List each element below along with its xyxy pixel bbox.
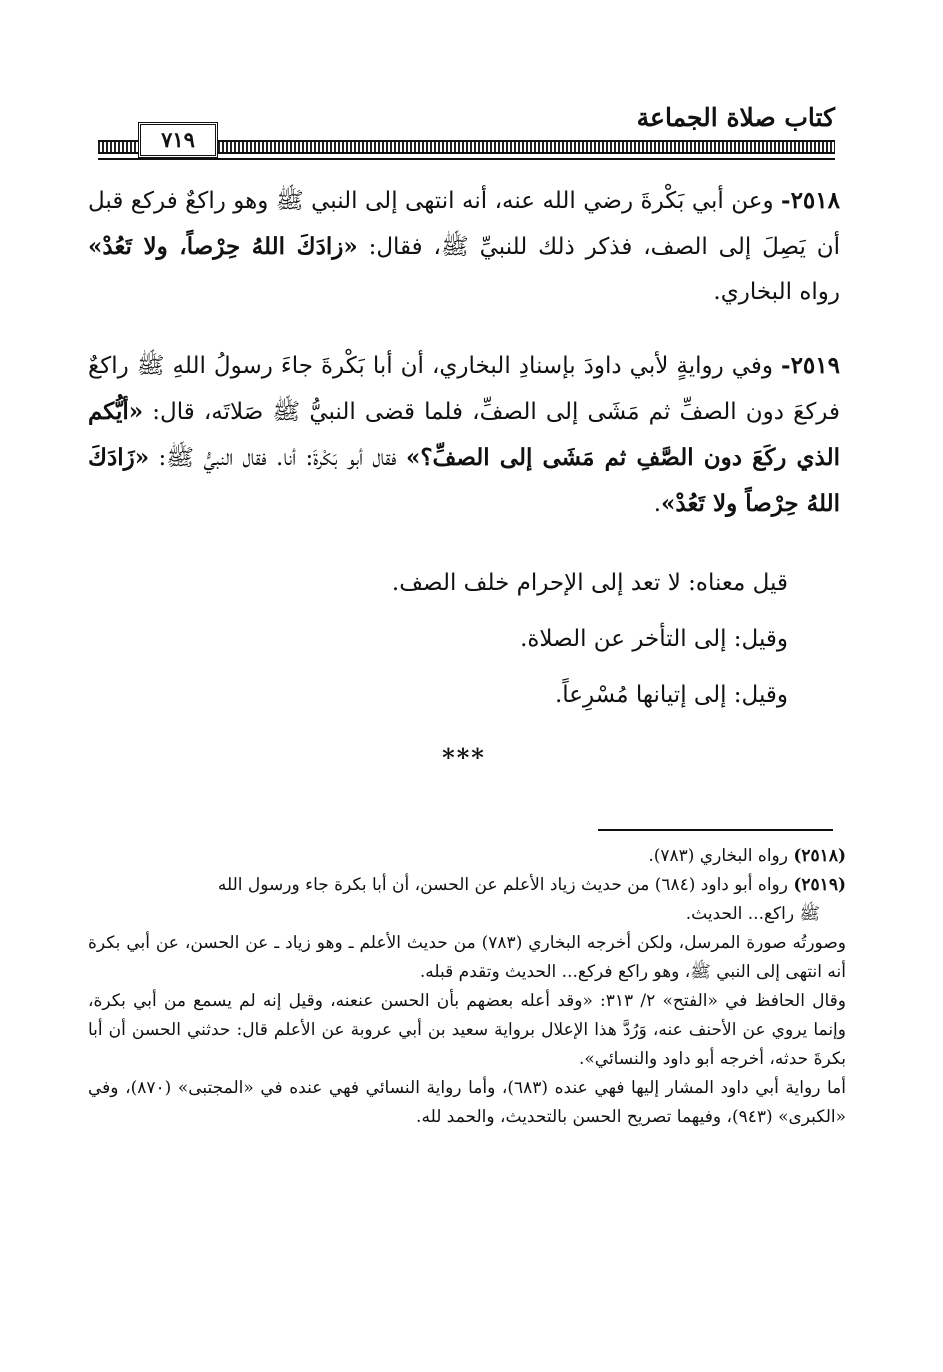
hadith-text: وعن أبي بَكْرةَ رضي الله عنه، أنه انتهى إلى النبي ﷺ وهو راكعٌ فركع قبل أن يَصِلَ إلى الصف، فذكر ذلك للنبيِّ ﷺ، فقال: [88,188,840,260]
hadith-quote: «أيُّكم الذي ركَعَ دون الصَّفِ ثم مَشَى إلى الصفِّ؟» [88,398,840,471]
footnote-paragraph: أما رواية أبي داود المشار إليها فهي عنده (٦٨٣)، وأما رواية النسائي فهي عنده في «المجتبى» (٨٧٠)، وفي «الكبرى» (٩٤٣)، وفيهما تصريح الحسن بالتحديث، والحمد لله. [88,1078,846,1127]
hadith-text: . [653,491,662,517]
main-text [88,178,840,772]
explanation-line: قيل معناه: لا تعد إلى الإحرام خلف الصف. [391,570,788,596]
page-header [98,100,835,160]
footnote-2518 [88,842,846,871]
hadith-text: فقال أبو بَكْرةَ: أنا. فقال النبيُّ ﷺ: [149,445,406,471]
hadith-number: ٢٥١٨- [781,187,840,214]
hadith-quote: «زادَكَ اللهُ حِرْصاً، ولا تَعُدْ» [88,233,358,260]
hadith-quote: «زَادَكَ اللهُ حِرْصاً ولا تَعُدْ» [88,444,840,517]
hadith-2518 [88,178,840,315]
page-number: ٧١٩ [138,122,218,158]
section-separator: *** [442,743,486,772]
footnotes [88,842,846,1132]
footnote-text: رواه أبو داود (٦٨٤) من حديث زياد الأعلم عن الحسن، أن أبا بكرة جاء ورسول الله [217,875,794,895]
footnote-continuation: ﷺ راكع... الحديث. [685,904,820,924]
hadith-2519 [88,343,840,527]
footnote-rule [598,829,833,831]
header-thin-rule [98,158,835,160]
explanation-line: وقيل: إلى إتيانها مُسْرِعاً. [554,682,788,708]
book-title: كتاب صلاة الجماعة [636,103,835,132]
footnote-label: (٢٥١٩) [793,875,846,895]
hadith-number: ٢٥١٩- [781,352,840,379]
footnote-2519 [88,871,846,900]
footnote-paragraph: وقال الحافظ في «الفتح» ٢/ ٣١٣: «وقد أعله بعضهم بأن الحسن عنعنه، وقيل إنه لم يسمع من أبي بكرة، وإنما يروي عن الأحنف عنه، وَرُدَّ هذا الإعلال برواية سعيد بن أبي عروبة عن الأعلم قال: حدثني الحسن أن أبا بكرةَ حدثه، أخرجه أبو داود والنسائي». [88,991,846,1069]
hadith-text: رواه البخاري. [713,279,840,305]
hadith-text: وفي روايةٍ لأبي داودَ بإسنادِ البخاري، أن أبا بَكْرةَ جاءَ رسولُ اللهِ ﷺ راكعٌ فركعَ دون الصفِّ ثم مَشَى إلى الصفِّ، فلما قضى النبيُّ ﷺ صَلاتَه، قال: [88,353,840,425]
explanation-line: وقيل: إلى التأخر عن الصلاة. [520,626,788,652]
footnote-paragraph: وصورتُه صورة المرسل، ولكن أخرجه البخاري (٧٨٣) من حديث الأعلم ـ وهو زياد ـ عن الحسن، عن أبي بكرة أنه انتهى إلى النبي ﷺ، وهو راكع فركع... الحديث وتقدم قبله. [88,933,846,982]
footnote-label: (٢٥١٨) [793,846,846,866]
footnote-text: رواه البخاري (٧٨٣). [648,846,794,866]
